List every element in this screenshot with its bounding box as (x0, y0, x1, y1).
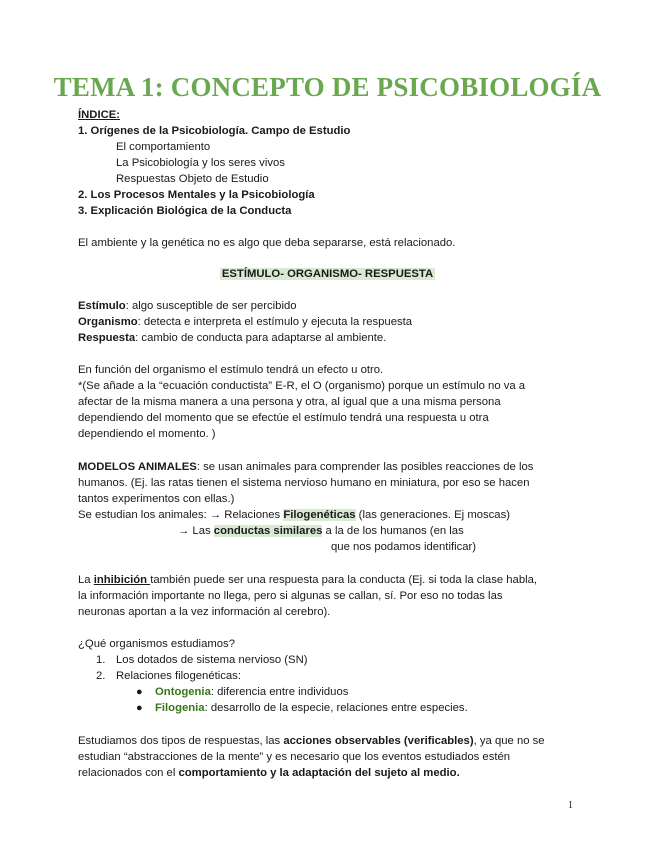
index-subitem-1: El comportamiento (116, 141, 211, 153)
closing-bold: acciones observables (verificables) (283, 735, 474, 747)
index-heading: ÍNDICE: (78, 109, 121, 121)
closing-line-2: estudian “abstracciones de la mente” y es necesario que los eventos estudiados estén (78, 751, 511, 763)
definition-text: : algo susceptible de ser percibido (125, 300, 297, 312)
definition-response (78, 330, 386, 346)
closing-line-1 (78, 733, 545, 749)
organisms-question: ¿Qué organismos estudiamos? (78, 638, 235, 650)
bullet-filogenia (155, 700, 468, 716)
bullet-icon: ● (136, 686, 143, 698)
models-line-2: humanos. (Ej. las ratas tienen el sistema nervioso humano en miniatura, por eso se hacen (78, 477, 530, 489)
bullet-text: : desarrollo de la especie, relaciones entre especies. (204, 702, 468, 714)
inhibition-line-1 (78, 572, 537, 588)
models-line-4 (78, 507, 510, 523)
inhibition-line-3: neuronas aportan a la vez información al cerebro). (78, 606, 331, 618)
closing-text: relacionados con el (78, 767, 179, 779)
index-item-1: 1. Orígenes de la Psicobiología. Campo de Estudio (78, 125, 351, 137)
inhibition-text: La (78, 574, 94, 586)
bullet-term: Ontogenia (155, 686, 211, 698)
index-subitem-2: La Psicobiología y los seres vivos (116, 157, 285, 169)
highlight-filogeneticas: Filogenéticas (283, 509, 356, 521)
closing-text: , ya que no se (473, 735, 545, 747)
models-text: : se usan animales para comprender las posibles reacciones de los (196, 461, 534, 473)
intro-text: El ambiente y la genética no es algo que deba separarse, está relacionado. (78, 237, 456, 249)
highlight-conductas-similares: conductas similares (213, 525, 323, 537)
paragraph-line: dependiendo el momento. ) (78, 428, 216, 440)
eor-heading-wrap (0, 266, 655, 282)
definition-text: : detecta e interpreta el estímulo y ejecuta la respuesta (137, 316, 413, 328)
inhibition-line-2: la información importante no llega, pero si algunas se callan, sí. Por eso no todas las (78, 590, 503, 602)
paragraph-line: En función del organismo el estímulo tendrá un efecto u otro. (78, 364, 384, 376)
closing-line-3 (78, 765, 460, 781)
models-text: (las generaciones. Ej moscas) (355, 509, 511, 521)
organisms-num-1: 1. (96, 654, 106, 666)
index-item-3: 3. Explicación Biológica de la Conducta (78, 205, 292, 217)
page-title: TEMA 1: CONCEPTO DE PSICOBIOLOGÍA (53, 72, 602, 102)
index-item-2: 2. Los Procesos Mentales y la Psicobiología (78, 189, 315, 201)
organisms-item-1: Los dotados de sistema nervioso (SN) (116, 654, 308, 666)
organisms-num-2: 2. (96, 670, 106, 682)
closing-bold: comportamiento y la adaptación del sujeto al medio. (178, 767, 460, 779)
paragraph-line: *(Se añade a la “ecuación conductista” E-R, el O (organismo) porque un estímulo no va a (78, 380, 526, 392)
models-line-3: tantos experimentos con ellas.) (78, 493, 235, 505)
bullet-text: : diferencia entre individuos (210, 686, 349, 698)
models-text: → Las (178, 525, 214, 537)
definition-organism (78, 314, 412, 330)
definition-term: Organismo (78, 316, 138, 328)
organisms-item-2: Relaciones filogenéticas: (116, 670, 241, 682)
models-line-1 (78, 459, 533, 475)
closing-text: Estudiamos dos tipos de respuestas, las (78, 735, 284, 747)
page-number: 1 (568, 800, 573, 811)
definition-stimulus (78, 298, 297, 314)
paragraph-line: afectar de la misma manera a una persona y otra, al igual que a una misma persona (78, 396, 501, 408)
definition-term: Estímulo (78, 300, 126, 312)
models-term: MODELOS ANIMALES (78, 461, 197, 473)
definition-text: : cambio de conducta para adaptarse al ambiente. (135, 332, 387, 344)
models-line-6: que nos podamos identificar) (331, 541, 477, 553)
inhibition-term: inhibición (93, 574, 151, 586)
bullet-ontogenia (155, 684, 348, 700)
bullet-term: Filogenia (155, 702, 205, 714)
paragraph-line: dependiendo del momento que se efectúe el estímulo tendrá una respuesta u otra (78, 412, 489, 424)
bullet-icon: ● (136, 702, 143, 714)
models-line-5 (178, 523, 464, 539)
models-text: a la de los humanos (en las (322, 525, 464, 537)
eor-heading: ESTÍMULO- ORGANISMO- RESPUESTA (221, 268, 434, 280)
inhibition-text: también puede ser una respuesta para la conducta (Ej. si toda la clase habla, (150, 574, 538, 586)
models-text: Se estudian los animales: → Relaciones (78, 509, 284, 521)
index-subitem-3: Respuestas Objeto de Estudio (116, 173, 269, 185)
definition-term: Respuesta (78, 332, 136, 344)
